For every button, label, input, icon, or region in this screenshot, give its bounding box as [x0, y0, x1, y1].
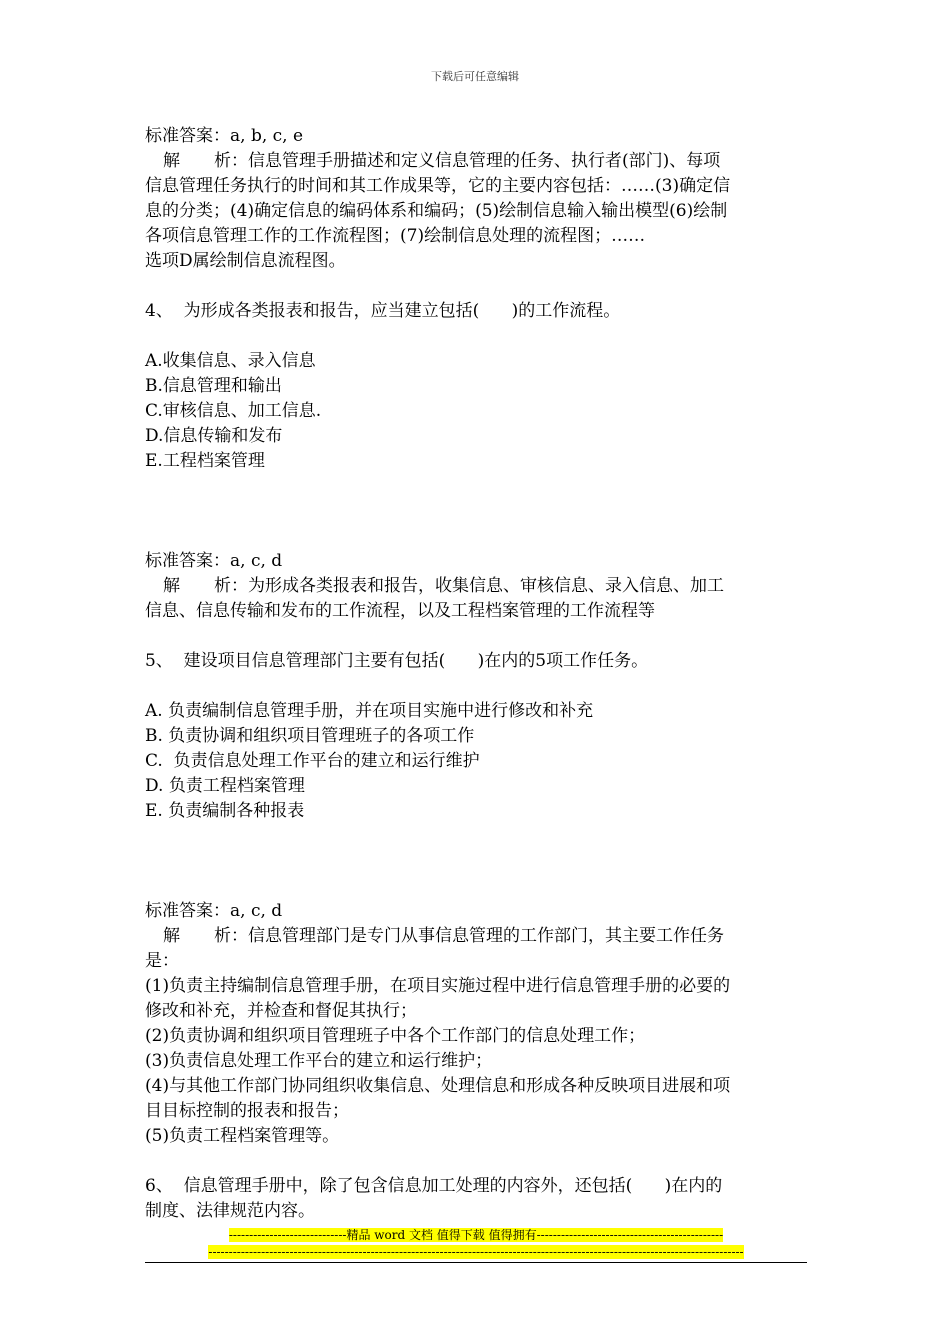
text-line: 息的分类；(4)确定信息的编码体系和编码；(5)绘制信息输入输出模型(6)绘制: [145, 201, 728, 221]
page-header: 下载后可任意编辑: [431, 70, 519, 83]
text-line: 制度、法律规范内容。: [145, 1201, 315, 1221]
option-line: A. 负责编制信息管理手册，并在项目实施中进行修改和补充: [145, 701, 594, 721]
option-line: E.工程档案管理: [145, 451, 265, 471]
text-line: 各项信息管理工作的工作流程图；(7)绘制信息处理的流程图；……: [145, 226, 646, 246]
spacer: [145, 624, 807, 649]
footer-rule: [145, 1262, 807, 1263]
spacer: [145, 824, 807, 899]
spacer: [145, 324, 807, 349]
answer-line: 标准答案：a, b, c, e: [145, 126, 304, 146]
answer-line: 标准答案：a, c, d: [145, 551, 283, 571]
option-line: C. 负责信息处理工作平台的建立和运行维护: [145, 751, 480, 771]
spacer: [145, 474, 807, 549]
option-line: B. 负责协调和组织项目管理班子的各项工作: [145, 726, 475, 746]
text-line: (3)负责信息处理工作平台的建立和运行维护；: [145, 1051, 493, 1071]
option-line: C.审核信息、加工信息.: [145, 401, 322, 421]
text-line: (1)负责主持编制信息管理手册，在项目实施过程中进行信息管理手册的必要的: [145, 976, 731, 996]
spacer: [145, 674, 807, 699]
text-line: 修改和补充，并检查和督促其执行；: [145, 1001, 417, 1021]
text-line: 信息管理任务执行的时间和其工作成果等，它的主要内容包括：……(3)确定信: [145, 176, 731, 196]
text-line: 选项D属绘制信息流程图。: [145, 251, 346, 271]
spacer: [145, 274, 807, 299]
footer-banner-line-1: -----------------------------精品 word 文档 值得下载 值得拥有----------------------------------------------: [228, 1228, 724, 1242]
footer-banner: [145, 1228, 807, 1243]
document-body: [145, 124, 807, 1224]
option-line: D.信息传输和发布: [145, 426, 283, 446]
analysis-line: 解 析：信息管理部门是专门从事信息管理的工作部门，其主要工作任务: [163, 926, 724, 946]
answer-line: 标准答案：a, c, d: [145, 901, 283, 921]
analysis-line: 解 析：信息管理手册描述和定义信息管理的任务、执行者(部门)、每项: [163, 151, 721, 171]
question-line: 5、 建设项目信息管理部门主要有包括( )在内的5项工作任务。: [145, 651, 649, 671]
analysis-line: 解 析：为形成各类报表和报告，收集信息、审核信息、录入信息、加工: [163, 576, 724, 596]
spacer: [145, 1149, 807, 1174]
text-line: (4)与其他工作部门协同组织收集信息、处理信息和形成各种反映项目进展和项: [145, 1076, 731, 1096]
text-line: 是：: [145, 951, 179, 971]
option-line: B.信息管理和输出: [145, 376, 282, 396]
text-line: (2)负责协调和组织项目管理班子中各个工作部门的信息处理工作；: [145, 1026, 646, 1046]
text-line: (5)负责工程档案管理等。: [145, 1126, 340, 1146]
option-line: D. 负责工程档案管理: [145, 776, 305, 796]
option-line: A.收集信息、录入信息: [145, 351, 316, 371]
footer-banner-line-2: ------------------------------------------------------------------------------------------------------------------------------------: [208, 1245, 744, 1259]
text-line: 信息、信息传输和发布的工作流程，以及工程档案管理的工作流程等: [145, 601, 655, 621]
text-line: 目目标控制的报表和报告；: [145, 1101, 349, 1121]
option-line: E. 负责编制各种报表: [145, 801, 305, 821]
question-line: 6、 信息管理手册中，除了包含信息加工处理的内容外，还包括( )在内的: [145, 1176, 723, 1196]
question-line: 4、 为形成各类报表和报告，应当建立包括( )的工作流程。: [145, 301, 621, 321]
footer-dashes: [145, 1245, 807, 1260]
